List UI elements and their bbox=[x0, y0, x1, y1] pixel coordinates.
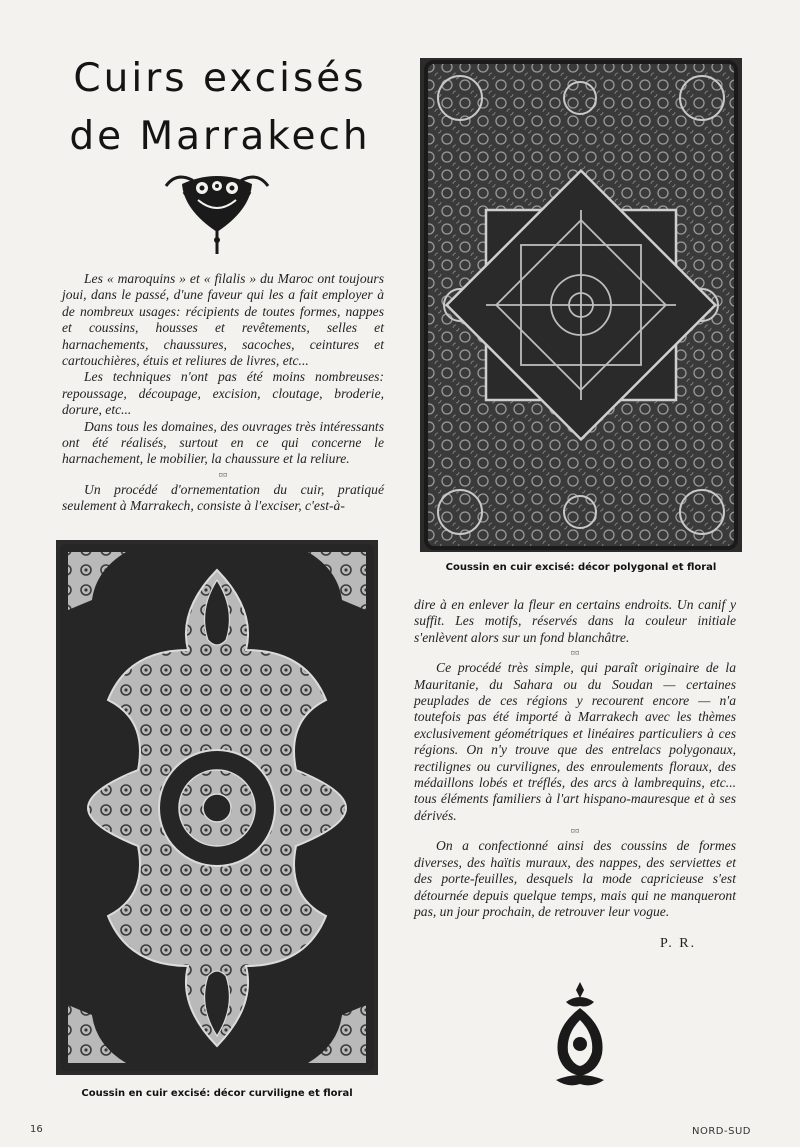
separator: ¤¤ bbox=[570, 826, 580, 837]
column-2-text bbox=[414, 597, 736, 920]
caption-top-right: Coussin en cuir excisé: décor polygonal et floral bbox=[445, 562, 717, 573]
page-number: 16 bbox=[30, 1124, 43, 1135]
cushion-polygonal-photo bbox=[420, 58, 742, 552]
paragraph: Un procédé d'ornementation du cuir, pratiqué seulement à Marrakech, consiste à l'exciser, c'est-à- bbox=[62, 481, 384, 514]
paragraph: dire à en enlever la fleur en certains endroits. Un canif y suffit. Les motifs, réservés dans la couleur initiale s'enlèvent alors sur un fond blanchâtre. bbox=[414, 597, 736, 645]
paragraph: Ce procédé très simple, qui paraît originaire de la Mauritanie, du Sahara ou du Soudan — certaines peuplades de ces régions y recourent encore — n'a toutefois pas été importé à Marrakech avec les thèmes exclusivement géométriques et linéaires particuliers à ces régions. On n'y trouve que des entrelacs polygonaux, rectilignes ou curvilignes, des enroulements floraux, des médaillons lobés et tréflés, des arcs à lambrequins, etc... tous éléments familiers à l'art hispano-mauresque et à ses dérivés. bbox=[414, 660, 736, 823]
caption-bottom-left: Coussin en cuir excisé: décor curviligne et floral bbox=[81, 1088, 353, 1099]
paragraph: On a confectionné ainsi des coussins de formes diverses, des haïtis muraux, des nappes, des serviettes et des porte-feuilles, desquels la mode capricieuse s'est détournée depuis quelque temps, mais qui ne manqueront pas, un jour prochain, de retrouver leur vogue. bbox=[414, 838, 736, 919]
title-line-2: de Marrakech bbox=[69, 114, 371, 159]
paragraph: Les « maroquins » et « filalis » du Maroc ont toujours joui, dans le passé, d'une faveur qui les a fait employer à de nombreux usages: récipients de toutes formes, nappes et coussins, housses et revêtements, selles et harnachements, chaussures, sacoches, ceintures et cartouchières, étuis et reliures de livres, etc... bbox=[62, 271, 384, 369]
magazine-name: NORD-SUD bbox=[692, 1126, 751, 1137]
separator: ¤¤ bbox=[218, 469, 228, 480]
column-1-text bbox=[62, 271, 384, 515]
paragraph: Les techniques n'ont pas été moins nombreuses: repoussage, découpage, excision, cloutage, broderie, dorure, etc... bbox=[62, 369, 384, 418]
cushion-curvilinear-photo bbox=[56, 540, 378, 1075]
signature: P. R. bbox=[660, 936, 697, 951]
paragraph: Dans tous les domaines, des ouvrages très intéressants ont été réalisés, surtout en ce qui concerne le harnachement, le mobilier, la chaussure et la reliure. bbox=[62, 418, 384, 467]
lamp-ornament-icon bbox=[548, 980, 612, 1090]
title-line-1: Cuirs excisés bbox=[73, 56, 367, 101]
article-title bbox=[40, 50, 400, 166]
title-ornament-icon bbox=[162, 170, 272, 256]
separator: ¤¤ bbox=[570, 648, 580, 659]
